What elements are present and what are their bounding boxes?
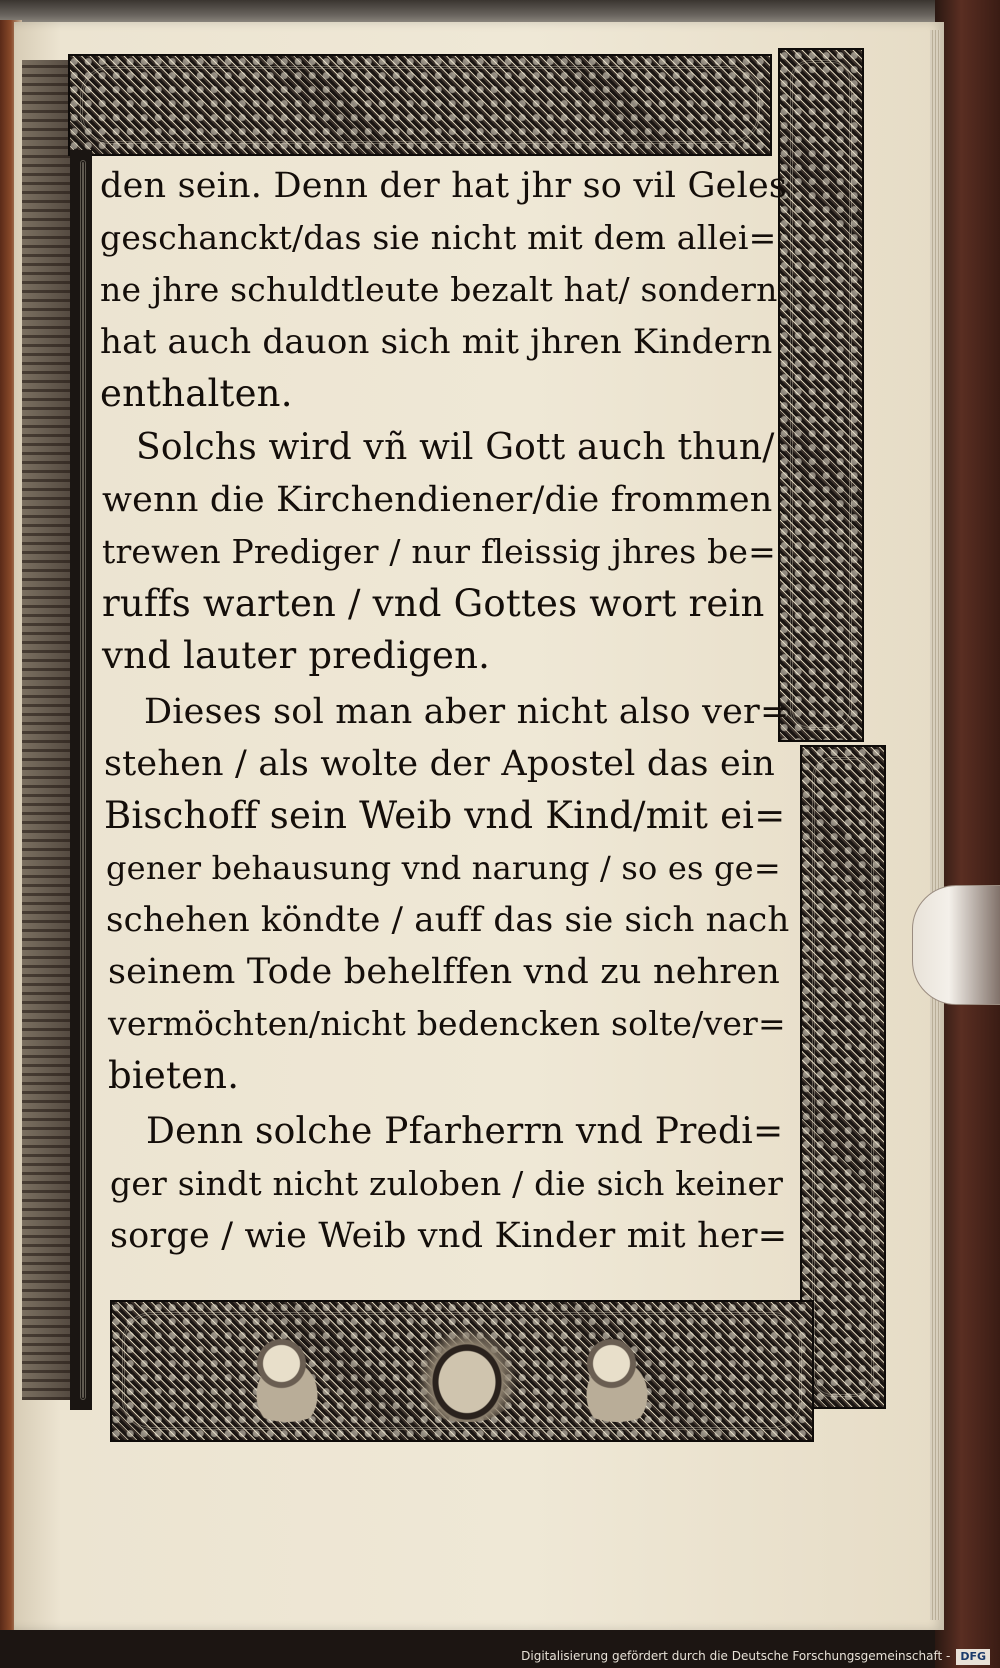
text-line: stehen / als wolte der Apostel das ein (104, 744, 776, 784)
book-cover-right (935, 0, 1000, 1668)
cherub-illustration-left (232, 1332, 342, 1422)
text-line: enthalten. (100, 372, 293, 415)
urn-illustration (412, 1322, 522, 1422)
text-line: schehen köndte / auff das sie sich nach (106, 900, 790, 940)
text-line: bieten. (108, 1054, 240, 1097)
digitization-credit (521, 1646, 990, 1666)
text-line: Solchs wird vñ wil Gott auch thun/ (136, 427, 775, 468)
woodcut-border-right-upper (778, 48, 864, 742)
text-line: Dieses sol man aber nicht also ver= (144, 692, 790, 732)
text-line: geschanckt/das sie nicht mit dem allei= (100, 218, 777, 257)
text-line: sorge / wie Weib vnd Kinder mit her= (110, 1216, 788, 1256)
woodcut-border-bottom (110, 1300, 814, 1442)
text-line: Denn solche Pfarherrn vnd Predi= (146, 1111, 784, 1152)
woodcut-border-left (70, 150, 92, 1410)
text-line: seinem Tode behelffen vnd zu nehren (108, 952, 780, 992)
cherub-illustration-right (562, 1332, 672, 1422)
bookmark-tab (912, 885, 1000, 1005)
text-line: ne jhre schuldtleute bezalt hat/ sondern (100, 270, 778, 309)
text-line: ruffs warten / vnd Gottes wort rein (102, 582, 765, 625)
text-line: wenn die Kirchendiener/die frommen (102, 480, 773, 520)
text-line: vermöchten/nicht bedencken solte/ver= (108, 1004, 786, 1043)
page-text (100, 158, 790, 1298)
credit-text: Digitalisierung gefördert durch die Deutsche Forschungsgemeinschaft - (521, 1649, 951, 1663)
text-line: gener behausung vnd narung / so es ge= (106, 849, 781, 887)
woodcut-border-top (68, 54, 772, 156)
text-line: vnd lauter predigen. (102, 634, 491, 677)
text-line: ger sindt nicht zuloben / die sich keiner (110, 1164, 784, 1203)
text-line: hat auch dauon sich mit jhren Kindern (100, 322, 773, 362)
text-line: Bischoff sein Weib vnd Kind/mit ei= (104, 794, 786, 837)
page-stack-edge (930, 30, 940, 1620)
text-line: trewen Prediger / nur fleissig jhres be= (102, 532, 776, 571)
text-line: den sein. Denn der hat jhr so vil Geles (100, 166, 788, 206)
dfg-logo: DFG (956, 1649, 990, 1665)
